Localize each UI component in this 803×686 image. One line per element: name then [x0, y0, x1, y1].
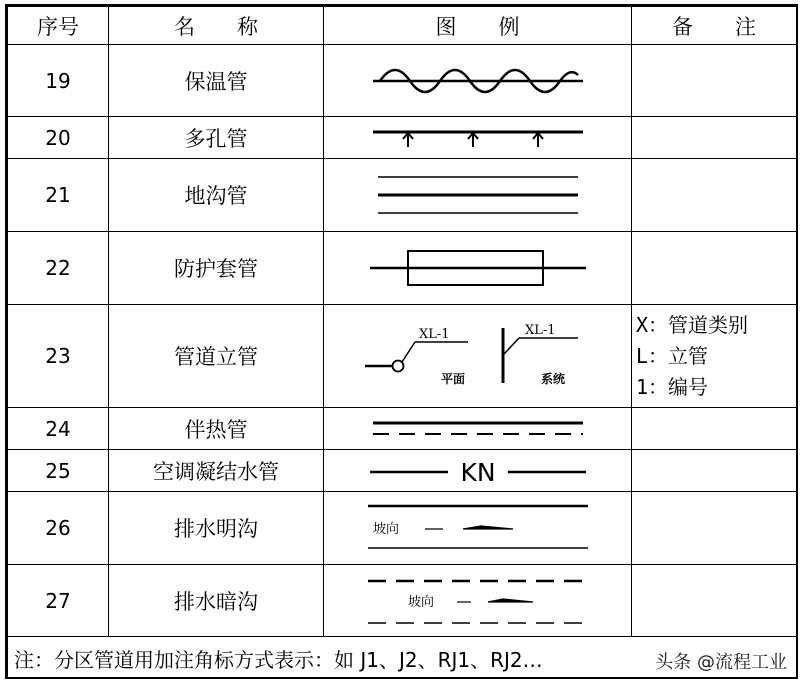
remark-line: L：立管 [636, 343, 709, 368]
insulated-pipe-symbol [368, 61, 588, 101]
riser-plan-view [365, 327, 468, 386]
open-drain-ditch-symbol [363, 498, 593, 558]
table-row [8, 117, 797, 159]
row-name: 管道立管 [109, 305, 324, 408]
condensate-pipe-symbol [368, 454, 588, 488]
table-row [8, 408, 797, 450]
row-number: 25 [8, 450, 109, 492]
remark-cell [632, 565, 797, 637]
row-name: 伴热管 [109, 408, 324, 450]
row-name: 多孔管 [109, 117, 324, 159]
remark-cell [632, 117, 797, 159]
table-row [8, 450, 797, 492]
perforated-pipe-symbol [368, 123, 588, 153]
row-number: 19 [8, 45, 109, 117]
system-label: 系统 [540, 372, 565, 386]
symbol-cell [324, 159, 632, 232]
remark-line: 1：编号 [636, 374, 709, 399]
symbol-cell [324, 45, 632, 117]
row-name: 地沟管 [109, 159, 324, 232]
header-seq: 序号 [8, 7, 109, 45]
plan-label: 平面 [440, 372, 465, 386]
row-name: 排水暗沟 [109, 565, 324, 637]
header-name: 名 称 [109, 7, 324, 45]
row-number: 26 [8, 492, 109, 565]
pipe-legend-table-frame [5, 4, 798, 679]
pipe-legend-table [7, 6, 797, 679]
symbol-cell [324, 492, 632, 565]
symbol-cell [324, 408, 632, 450]
row-number: 23 [8, 305, 109, 408]
row-name: 空调凝结水管 [109, 450, 324, 492]
table-row [8, 565, 797, 637]
header-remark: 备 注 [632, 7, 797, 45]
remark-line: X：管道类别 [636, 312, 749, 337]
symbol-cell [324, 565, 632, 637]
riser-pipe-symbol [363, 316, 593, 396]
table-row [8, 159, 797, 232]
row-name: 排水明沟 [109, 492, 324, 565]
row-name: 防护套管 [109, 232, 324, 305]
remark-cell [632, 492, 797, 565]
plan-code-label: XL-1 [418, 327, 450, 342]
kn-code-label: KN [459, 457, 496, 487]
symbol-cell [324, 117, 632, 159]
watermark: 头条 @流程工业 [653, 648, 789, 674]
row-number: 27 [8, 565, 109, 637]
remark-cell [632, 305, 797, 408]
symbol-cell [324, 232, 632, 305]
riser-system-view [503, 323, 578, 386]
row-number: 22 [8, 232, 109, 305]
row-number: 24 [8, 408, 109, 450]
remark-cell [632, 159, 797, 232]
heat-tracing-pipe-symbol [368, 416, 588, 442]
protective-sleeve-symbol [368, 243, 588, 293]
table-row [8, 492, 797, 565]
system-code-label: XL-1 [524, 323, 556, 338]
table-row [8, 45, 797, 117]
remark-cell [632, 45, 797, 117]
row-number: 21 [8, 159, 109, 232]
header-symbol: 图 例 [324, 7, 632, 45]
table-row [8, 232, 797, 305]
symbol-cell [324, 450, 632, 492]
covered-drain-ditch-symbol [363, 571, 593, 631]
remark-cell [632, 408, 797, 450]
trench-pipe-symbol [368, 170, 588, 220]
remark-cell [632, 450, 797, 492]
footer-note: 注：分区管道用加注角标方式表示：如 J1、J2、RJ1、RJ2… [8, 637, 797, 680]
table-row [8, 305, 797, 408]
slope-label: 坡向 [372, 522, 399, 537]
row-number: 20 [8, 117, 109, 159]
header-row [8, 7, 797, 45]
symbol-cell [324, 305, 632, 408]
row-name: 保温管 [109, 45, 324, 117]
remark-cell [632, 232, 797, 305]
slope-label: 坡向 [407, 594, 434, 610]
